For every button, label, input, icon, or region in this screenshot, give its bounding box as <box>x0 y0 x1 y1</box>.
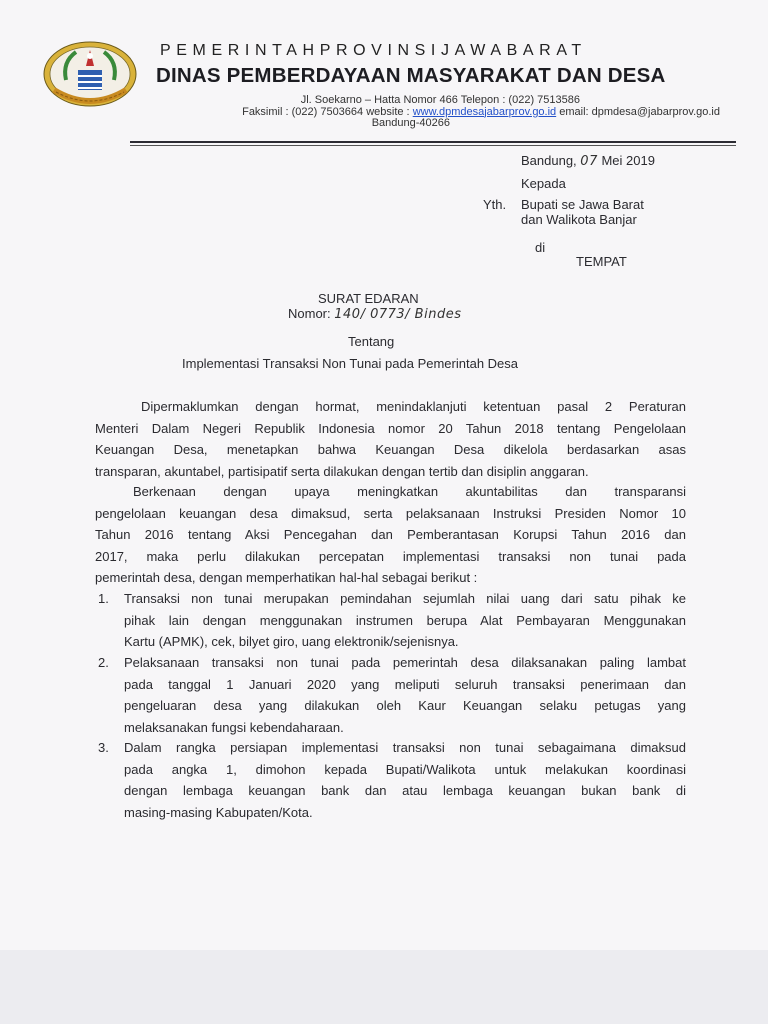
list-line: Kartu (APMK), cek, bilyet giro, uang elektronik/sejenisnya. <box>124 634 459 649</box>
list-line: pada tanggal 1 Januari 2020 yang meliputi seluruh transaksi penerimaan dan <box>124 676 686 692</box>
p1-line: transparan, akuntabel, partisipatif serta dilakukan dengan tertib dan disiplin anggaran. <box>95 463 589 479</box>
list-line: pengeluaran desa yang dilakukan oleh Kaur Keuangan selaku petugas yang <box>124 698 686 713</box>
agency-title: DINAS PEMBERDAYAAN MASYARAKAT DAN DESA <box>156 64 666 87</box>
p1-line: Dipermaklumkan dengan hormat, menindaklanjuti ketentuan pasal 2 Peraturan <box>141 399 686 414</box>
city-postcode: Bandung-40266 <box>371 117 450 129</box>
letterhead-address <box>140 95 720 130</box>
recipient-line-2: dan Walikota Banjar <box>521 212 637 227</box>
date-month-year: Mei 2019 <box>601 153 655 168</box>
list-line: Transaksi non tunai merupakan pemindahan sejumlah nilai uang dari satu pihak ke <box>124 591 686 606</box>
kepada-label: Kepada <box>521 176 566 191</box>
recipient-line-1: Bupati se Jawa Barat <box>521 197 644 212</box>
p2-line: 2017, maka perlu dilakukan percepatan implementasi transaksi non tunai pada <box>95 548 686 564</box>
paragraph-1 <box>95 396 686 482</box>
nomor-line <box>288 306 461 322</box>
p2-line: pemerintah desa, dengan memperhatikan hal-hal sebagai berikut : <box>95 570 478 585</box>
p1-line: Keuangan Desa, menetapkan bahwa Keuangan Desa dikelola berdasarkan asas <box>95 442 686 457</box>
letterhead-rule-thin <box>130 145 736 146</box>
letterhead-rule <box>130 141 736 143</box>
nomor-handwritten: 140/ 0773/ Bindes <box>334 307 462 322</box>
fax-text: Faksimil : (022) 7503664 website : <box>242 105 413 118</box>
west-java-emblem-icon <box>42 40 138 110</box>
date-day-handwritten: 07 <box>580 154 598 169</box>
list-item-text <box>124 652 686 738</box>
list-line: pihak lain dengan menggunakan instrumen berupa Alat Pembayaran Menggunakan <box>124 612 686 628</box>
list-item-text <box>124 588 686 653</box>
p2-line: pengelolaan keuangan desa dimaksud, serta pelaksanaan Instruksi Presiden Nomor 10 <box>95 505 686 521</box>
list-line: masing-masing Kabupaten/Kota. <box>124 804 313 820</box>
list-line: Pelaksanaan transaksi non tunai pada pemerintah desa dilaksanakan paling lambat <box>124 655 686 670</box>
tentang-label: Tentang <box>348 334 395 349</box>
p1-line: Menteri Dalam Negeri Republik Indonesia nomor 20 Tahun 2018 tentang Pengelolaan <box>95 420 686 436</box>
paragraph-2 <box>95 481 686 589</box>
list-line: dengan lembaga keuangan bank dan atau lembaga keuangan bukan bank di <box>124 783 686 798</box>
email-text: email: dpmdesa@jabarprov.go.id <box>556 105 720 118</box>
list-line: melaksanakan fungsi kebendaharaan. <box>124 719 344 735</box>
list-line: Dalam rangka persiapan implementasi transaksi non tunai sebagaimana dimaksud <box>124 740 686 755</box>
address-line: Jl. Soekarno – Hatta Nomor 466 Telepon : (022) 7513586 <box>300 94 580 106</box>
letter-subject: Implementasi Transaksi Non Tunai pada Pemerintah Desa <box>182 356 519 371</box>
list-item-text <box>124 737 686 823</box>
date-city: Bandung, <box>521 153 577 168</box>
yth-label: Yth. <box>483 197 507 212</box>
website-link[interactable]: www.dpmdesajabarprov.go.id <box>412 105 557 118</box>
p2-line: Berkenaan dengan upaya meningkatkan akuntabilitas dan transparansi <box>133 484 686 499</box>
di-label: di <box>535 240 546 255</box>
letter-type: SURAT EDARAN <box>318 291 419 306</box>
tempat-label: TEMPAT <box>576 254 627 269</box>
date-line <box>521 153 655 169</box>
list-item-number: 3. <box>98 740 109 755</box>
nomor-label: Nomor: <box>288 306 331 321</box>
list-line: pada angka 1, dimohon kepada Bupati/Walikota untuk melakukan koordinasi <box>124 761 686 777</box>
p2-line: Tahun 2016 tentang Aksi Pencegahan dan Pemberantasan Korupsi Tahun 2016 dan <box>95 527 686 542</box>
list-item-number: 1. <box>98 591 109 606</box>
list-item-number: 2. <box>98 655 109 670</box>
government-title: PEMERINTAHPROVINSIJAWABARAT <box>160 42 587 59</box>
